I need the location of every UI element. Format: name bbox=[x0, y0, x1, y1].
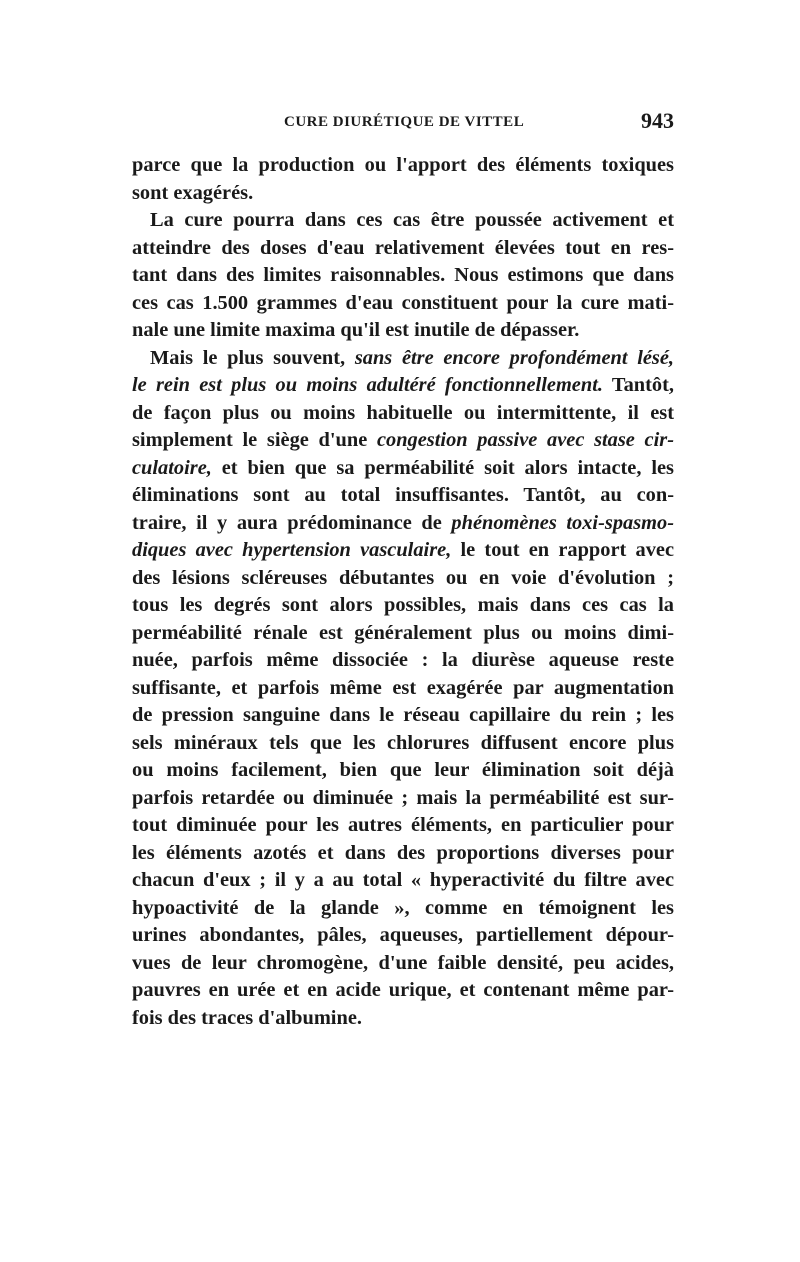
text-line bbox=[132, 345, 674, 373]
text-line: perméabilité rénale est généralement plus ou moins dimi- bbox=[132, 621, 674, 644]
italic-span: diques avec hypertension vasculaire, bbox=[132, 539, 452, 561]
text-span: et bien que sa perméabilité soit alors intacte, les bbox=[211, 456, 674, 479]
text-line: chacun d'eux ; il y a au total « hyperactivité du filtre avec bbox=[132, 869, 674, 891]
text-span: simplement le siège d'une bbox=[132, 429, 377, 451]
text-line: pauvres en urée et en acide urique, et contenant même par- bbox=[132, 979, 674, 1001]
text-line: ces cas 1.500 grammes d'eau constituent pour la cure mati- bbox=[132, 291, 674, 314]
text-line: nale une limite maxima qu'il est inutile de dépasser. bbox=[132, 319, 580, 341]
text-line: tant dans des limites raisonnables. Nous estimons que dans bbox=[132, 264, 674, 286]
text-line: tous les degrés sont alors possibles, mais dans ces cas la bbox=[132, 594, 674, 616]
text-line: sels minéraux tels que les chlorures diffusent encore plus bbox=[132, 731, 674, 754]
body-text bbox=[132, 152, 674, 1032]
text-line bbox=[132, 510, 674, 538]
text-line: tout diminuée pour les autres éléments, en particulier pour bbox=[132, 814, 674, 836]
text-line bbox=[132, 427, 674, 455]
italic-span: sans être encore profondément lésé, bbox=[354, 346, 675, 369]
text-line: fois des traces d'albumine. bbox=[132, 1006, 362, 1029]
text-line: sont exagérés. bbox=[132, 181, 254, 204]
page-header bbox=[132, 104, 674, 134]
text-span: Tantôt, bbox=[602, 374, 674, 396]
text-line: de pression sanguine dans le réseau capillaire du rein ; les bbox=[132, 704, 674, 726]
text-line: nuée, parfois même dissociée : la diurèse aqueuse reste bbox=[132, 649, 674, 671]
text-line: urines abondantes, pâles, aqueuses, partiellement dépour- bbox=[132, 924, 674, 946]
text-line: éliminations sont au total insuffisantes. Tantôt, au con- bbox=[132, 484, 674, 506]
text-line: hypoactivité de la glande », comme en témoignent les bbox=[132, 896, 674, 919]
text-line bbox=[132, 537, 674, 565]
text-line: La cure pourra dans ces cas être poussée activement et bbox=[150, 209, 674, 231]
italic-span: culatoire, bbox=[132, 456, 212, 479]
running-head: CURE DIURÉTIQUE DE VITTEL bbox=[284, 114, 525, 130]
text-line: ou moins facilement, bien que leur élimination soit déjà bbox=[132, 759, 674, 781]
text-span: Mais le plus souvent, bbox=[150, 346, 355, 369]
text-line: atteindre des doses d'eau relativement élevées tout en res- bbox=[132, 236, 674, 259]
text-line: de façon plus ou moins habituelle ou intermittente, il est bbox=[132, 401, 674, 424]
text-line: suffisante, et parfois même est exagérée par augmentation bbox=[132, 676, 674, 699]
text-span: traire, il y aura prédominance de bbox=[132, 511, 452, 534]
page-number: 943 bbox=[641, 108, 674, 133]
italic-span: congestion passive avec stase cir- bbox=[376, 429, 674, 451]
text-span: le tout en rapport avec bbox=[451, 539, 674, 561]
text-line: parce que la production ou l'apport des éléments toxiques bbox=[132, 154, 674, 176]
text-line bbox=[132, 372, 674, 400]
text-line: des lésions scléreuses débutantes ou en voie d'évolution ; bbox=[132, 566, 674, 589]
text-line bbox=[132, 455, 674, 483]
italic-span: phénomènes toxi-spasmo- bbox=[451, 511, 674, 534]
text-line: parfois retardée ou diminuée ; mais la perméabilité est sur- bbox=[132, 786, 674, 809]
italic-span: le rein est plus ou moins adultéré fonctionnellement. bbox=[132, 374, 603, 396]
text-line: vues de leur chromogène, d'une faible densité, peu acides, bbox=[132, 951, 674, 974]
text-line: les éléments azotés et dans des proportions diverses pour bbox=[132, 841, 674, 864]
